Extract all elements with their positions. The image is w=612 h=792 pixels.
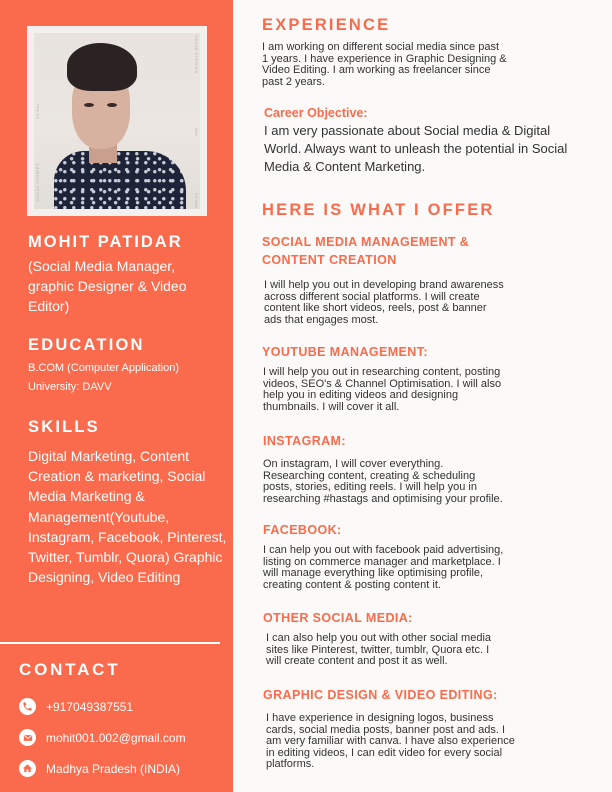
photo-eye-left xyxy=(84,103,94,107)
text-line: Video Editing. I am working as freelancer since xyxy=(262,64,491,77)
service-text-youtube xyxy=(263,367,501,413)
education-degree: B.COM (Computer Application) xyxy=(28,362,179,374)
text-line: researching #hastags and optimising your profile. xyxy=(263,492,503,505)
contact-heading: CONTACT xyxy=(19,660,121,679)
text-line: I have experience in designing logos, business xyxy=(266,712,494,724)
photo-stamp: CANVA STORIES xyxy=(194,35,199,74)
text-line: sites like Pinterest, twitter, tumblr, Quora etc. I xyxy=(266,643,490,656)
text-line: past 2 years. xyxy=(262,75,325,88)
photo-eye-right xyxy=(107,103,117,107)
service-title-youtube: YOUTUBE MANAGEMENT: xyxy=(262,345,428,359)
profile-photo-frame xyxy=(27,26,207,216)
text-line: listing on commerce manager and marketplace. I xyxy=(263,555,501,568)
text-line: help you in editing videos and designing xyxy=(263,389,459,402)
sidebar xyxy=(0,0,233,792)
offer-heading: HERE IS WHAT I OFFER xyxy=(262,201,495,219)
home-icon xyxy=(19,760,36,777)
text-line: cards, social media posts, banner post and ads. I xyxy=(266,723,506,736)
experience-heading: EXPERIENCE xyxy=(262,16,391,34)
location: Madhya Pradesh (INDIA) xyxy=(46,761,181,776)
candidate-name: MOHIT PATIDAR xyxy=(28,233,183,251)
skills-heading: SKILLS xyxy=(28,418,100,436)
photo-stamp: Dec xyxy=(194,128,199,137)
contact-phone xyxy=(19,698,133,715)
service-text-graphic-design xyxy=(266,713,515,771)
education-university: University: DAVV xyxy=(28,381,112,393)
email-address[interactable]: mohit001.002@gmail.com xyxy=(46,730,186,745)
text-line: I will help you out in developing brand awareness xyxy=(264,279,504,291)
phone-icon xyxy=(19,698,36,715)
experience-text xyxy=(262,42,507,88)
text-line: videos, SEO's & Channel Optimisation. I will also xyxy=(263,377,502,390)
profile-photo xyxy=(34,33,200,209)
text-line: On instagram, I will cover everything. xyxy=(263,458,444,470)
service-text-facebook xyxy=(263,545,503,591)
education-heading: EDUCATION xyxy=(28,336,145,354)
photo-hair xyxy=(67,43,137,91)
text-line: in editing videos, I can edit video for every social xyxy=(266,746,503,759)
text-line: am very familiar with canva. I have also experience xyxy=(266,735,515,748)
photo-shirt xyxy=(54,151,186,209)
service-title-social-media: SOCIAL MEDIA MANAGEMENT & CONTENT CREATION xyxy=(262,235,470,267)
text-line: I can help you out with facebook paid advertising, xyxy=(263,544,504,556)
text-line: ads that engages most. xyxy=(264,313,379,326)
text-line: across different social platforms. I will create xyxy=(264,290,480,303)
sidebar-divider xyxy=(0,642,220,644)
service-text-other-social xyxy=(266,633,491,668)
candidate-role: (Social Media Manager, graphic Designer & Video Editor) xyxy=(28,258,187,314)
photo-stamp: 23 Dec xyxy=(194,193,199,209)
photo-stamp: CANVA STORIES xyxy=(35,163,40,202)
text-line: will create content and post it as well. xyxy=(266,655,448,668)
email-icon xyxy=(19,729,36,746)
text-line: I will help you out in researching content, posting xyxy=(263,366,501,378)
service-title-other-social: OTHER SOCIAL MEDIA: xyxy=(263,611,413,625)
text-line: posts, stories, editing reels. I will help you in xyxy=(263,481,477,494)
text-line: creating content & posting content it. xyxy=(263,578,441,591)
text-line: I am working on different social media since past xyxy=(262,41,500,53)
service-title-graphic-design: GRAPHIC DESIGN & VIDEO EDITING: xyxy=(263,688,498,702)
skills-text: Digital Marketing, Content Creation & marketing, Social Media Marketing & Management(Youtube, Instagram, Facebook, Pinterest, Twitter, Tumblr, Quora) Graphic Designing, Video Editing xyxy=(28,448,227,586)
service-text-instagram xyxy=(263,459,503,505)
text-line: I can also help you out with other social media xyxy=(266,632,492,644)
text-line: will manage everything like optimising profile, xyxy=(263,567,484,580)
text-line: thumbnails. I will cover it all. xyxy=(263,400,400,413)
career-objective-label: Career Objective: xyxy=(264,106,368,120)
career-objective-text: I am very passionate about Social media & Digital World. Always want to unleash the potential in Social Media & Content Marketing. xyxy=(264,123,568,174)
service-title-facebook: FACEBOOK: xyxy=(263,523,342,537)
phone-number[interactable]: +917049387551 xyxy=(46,699,134,714)
contact-location xyxy=(19,760,180,777)
text-line: platforms. xyxy=(266,758,315,771)
photo-stamp: 23 Dec xyxy=(35,103,40,119)
text-line: 1 years. I have experience in Graphic Designing & xyxy=(262,52,507,65)
text-line: content like short videos, reels, post & banner xyxy=(264,302,487,315)
text-line: Researching content, creating & scheduling xyxy=(263,469,476,482)
service-title-instagram: INSTAGRAM: xyxy=(263,434,346,448)
service-text-social-media xyxy=(264,280,504,326)
contact-email xyxy=(19,729,186,746)
